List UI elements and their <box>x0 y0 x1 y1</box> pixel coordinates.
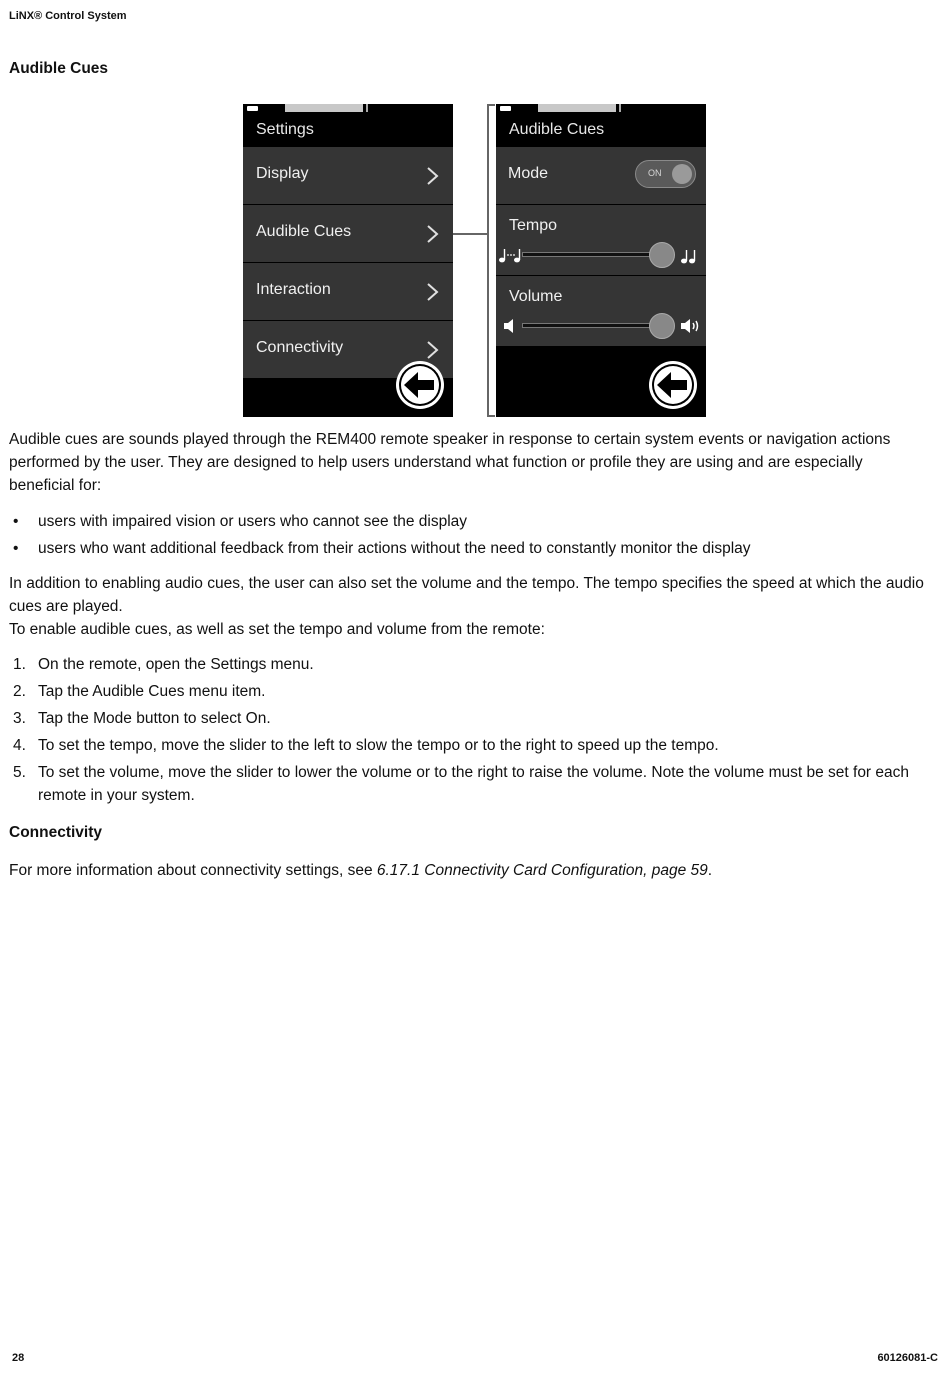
chevron-right-icon <box>423 166 441 186</box>
chevron-right-icon <box>423 224 441 244</box>
battery-icon <box>500 106 511 111</box>
back-arrow-icon[interactable] <box>394 359 446 411</box>
volume-row <box>496 276 706 346</box>
document-number: 60126081-C <box>877 1352 938 1364</box>
tempo-slider-knob[interactable] <box>649 242 675 268</box>
status-segment <box>285 104 363 112</box>
mode-label: Mode <box>508 165 549 182</box>
tempo-label: Tempo <box>509 217 558 234</box>
paragraph-enable-intro: To enable audible cues, as well as set the tempo and volume from the remote: <box>9 621 545 638</box>
status-bar <box>243 104 453 113</box>
intro-paragraph: Audible cues are sounds played through the REM400 remote speaker in response to certain system events or navigation actions performed by the user. They are designed to help users understand what function or profile they are using and are especially beneficial for: <box>9 431 891 494</box>
connectivity-text-end: . <box>707 862 713 879</box>
menu-item-audible-cues[interactable] <box>243 205 453 262</box>
list-item <box>0 680 940 703</box>
connectivity-text: For more information about connectivity settings, see <box>9 862 377 879</box>
figure-bracket <box>487 104 495 417</box>
tempo-row <box>496 205 706 275</box>
list-item <box>0 510 940 533</box>
step-text: To set the tempo, move the slider to the left to slow the tempo or to the right to speed up the tempo. <box>38 737 719 754</box>
paragraph-volume-tempo: In addition to enabling audio cues, the user can also set the volume and the tempo. The tempo specifies the speed at which the audio cues are played. <box>9 575 924 615</box>
menu-item-label: Display <box>256 165 309 182</box>
step-text: Tap the Mode button to select On. <box>38 710 271 727</box>
document-header: LiNX® Control System <box>9 10 127 22</box>
slow-tempo-icon <box>498 246 522 264</box>
list-item <box>0 707 940 730</box>
bullet-marker: • <box>13 513 19 530</box>
connectivity-paragraph <box>9 859 929 882</box>
volume-low-icon <box>503 318 519 334</box>
battery-icon <box>247 106 258 111</box>
step-number: 1. <box>13 656 26 673</box>
menu-item-display[interactable] <box>243 147 453 204</box>
connectivity-reference-link[interactable]: 6.17.1 Connectivity Card Configuration, page 59 <box>376 862 708 879</box>
step-number: 2. <box>13 683 26 700</box>
step-number: 4. <box>13 737 26 754</box>
volume-slider-knob[interactable] <box>649 313 675 339</box>
status-tick <box>366 104 368 112</box>
mode-row <box>496 147 706 204</box>
audible-cues-screen <box>496 104 706 417</box>
list-item-text: users with impaired vision or users who cannot see the display <box>38 513 468 530</box>
chevron-right-icon <box>423 282 441 302</box>
steps-list <box>0 653 940 811</box>
bullet-marker: • <box>13 540 19 557</box>
list-item-text: users who want additional feedback from their actions without the need to constantly monitor the display <box>38 540 751 557</box>
step-text: To set the volume, move the slider to lower the volume or to the right to raise the volume. Note the volume must be set for each remote in your system. <box>38 764 910 804</box>
volume-label: Volume <box>509 288 563 305</box>
list-item <box>0 734 940 757</box>
screen-title: Audible Cues <box>509 121 605 138</box>
settings-screen <box>243 104 453 417</box>
mode-toggle[interactable] <box>635 160 696 188</box>
screen-title: Settings <box>256 121 314 138</box>
page-number: 28 <box>12 1352 25 1364</box>
back-arrow-icon[interactable] <box>647 359 699 411</box>
step-number: 5. <box>13 764 26 781</box>
menu-item-interaction[interactable] <box>243 263 453 320</box>
list-item <box>0 761 940 807</box>
step-number: 3. <box>13 710 26 727</box>
step-text: On the remote, open the Settings menu. <box>38 656 314 673</box>
section-title-connectivity: Connectivity <box>9 824 103 841</box>
chevron-right-icon <box>423 340 441 360</box>
status-segment <box>538 104 616 112</box>
figure-connector-line <box>453 233 488 235</box>
status-bar <box>496 104 706 113</box>
list-item <box>0 537 940 560</box>
menu-item-label: Interaction <box>256 281 331 298</box>
list-item <box>0 653 940 676</box>
toggle-knob <box>672 164 692 184</box>
step-text: Tap the Audible Cues menu item. <box>38 683 266 700</box>
menu-item-label: Connectivity <box>256 339 344 356</box>
status-tick <box>619 104 621 112</box>
toggle-text: ON <box>648 168 662 178</box>
fast-tempo-icon <box>680 247 698 265</box>
menu-item-label: Audible Cues <box>256 223 352 240</box>
volume-high-icon <box>680 317 702 335</box>
section-title-audible-cues: Audible Cues <box>9 60 109 77</box>
bullet-list <box>0 510 940 564</box>
